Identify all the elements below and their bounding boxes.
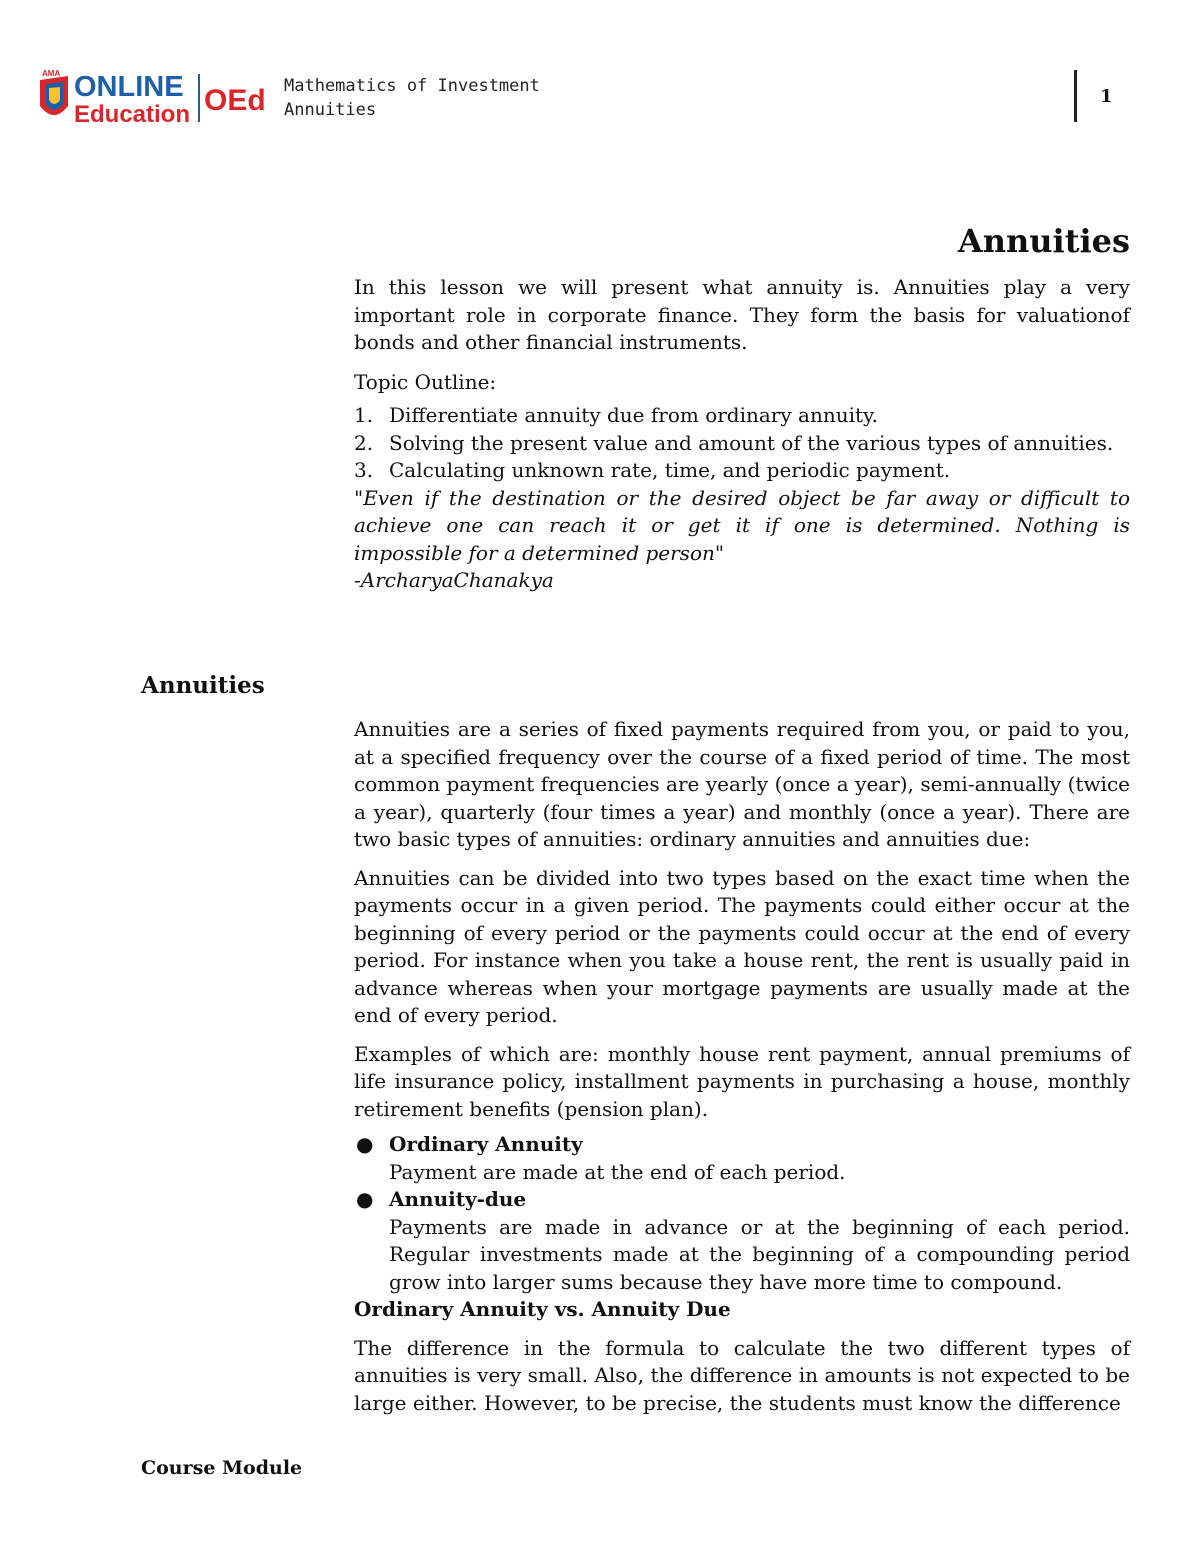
topic-outline — [354, 402, 1130, 485]
bullet-icon: ● — [356, 1132, 374, 1156]
annuities-section — [354, 716, 1130, 1417]
header-divider — [1074, 70, 1077, 122]
outline-item: 1. Differentiate annuity due from ordinary annuity. — [354, 403, 879, 427]
logo-mark: OEd — [204, 84, 266, 117]
course-title: Mathematics of Investment — [284, 76, 540, 96]
shield-icon — [40, 76, 68, 115]
page-number: 1 — [1100, 86, 1113, 107]
annuity-types-list — [354, 1131, 1130, 1296]
footer-label: Course Module — [141, 1457, 303, 1479]
logo-brand-top: ONLINE — [74, 71, 184, 103]
body-paragraph: Examples of which are: monthly house rent payment, annual premiums of life insurance policy, installment payments in purchasing a house, monthly retirement benefits (pension plan). — [354, 1041, 1130, 1121]
list-item: ● Ordinary Annuity Payment are made at the end of each period. — [356, 1132, 846, 1184]
intro-paragraph: In this lesson we will present what annuity is. Annuities play a very important role in corporate finance. They form the basis for valuationof bonds and other financial instruments. — [354, 275, 1130, 354]
page-title: Annuities — [957, 222, 1130, 260]
body-paragraph: The difference in the formula to calculate the two different types of annuities is very small. Also, the difference in amounts is not expected to be large either. However, to be precise, the students must know the difference — [354, 1335, 1130, 1415]
running-header — [284, 74, 540, 122]
outline-item: 2. Solving the present value and amount of the various types of annuities. — [354, 430, 1114, 455]
section-heading: Annuities — [141, 672, 265, 699]
logo-badge-text: AMA — [42, 69, 61, 78]
body-paragraph: Annuities can be divided into two types based on the exact time when the payments occur in a given period. The payments could either occur at the beginning of every period or the payments could occur at the end of every period. For instance when you take a house rent, the rent is usually paid in advance whereas when your mortgage payments are usually made at the end of every period. — [354, 865, 1130, 1027]
body-paragraph: Annuities are a series of fixed payments required from you, or paid to you, at a specified frequency over the course of a fixed period of time. The most common payment frequencies are yearly (once a year), semi-annually (twice a year), quarterly (four times a year) and monthly (once a year). There are two basic types of annuities: ordinary annuities and annuities due: — [354, 717, 1130, 851]
quote-author: -ArcharyaChanakya — [354, 568, 554, 592]
list-item: ● Annuity-due Payments are made in advance or at the beginning of each period. Regular investments made at the beginning of a compounding period grow into larger sums because they have more time to compound. — [356, 1187, 1130, 1294]
comparison-subheading: Ordinary Annuity vs. Annuity Due — [354, 1297, 731, 1321]
quote: "Even if the destination or the desired object be far away or difficult to achieve one can reach it or get it if one is determined. Nothing is impossible for a determined person" — [354, 485, 1130, 565]
intro-section — [354, 274, 1130, 595]
module-title: Annuities — [284, 100, 377, 120]
topic-outline-label: Topic Outline: — [354, 369, 497, 394]
bullet-icon: ● — [356, 1187, 374, 1211]
outline-item: 3. Calculating unknown rate, time, and periodic payment. — [354, 458, 951, 482]
logo-brand-bottom: Education — [74, 101, 191, 128]
online-education-logo — [38, 66, 270, 128]
